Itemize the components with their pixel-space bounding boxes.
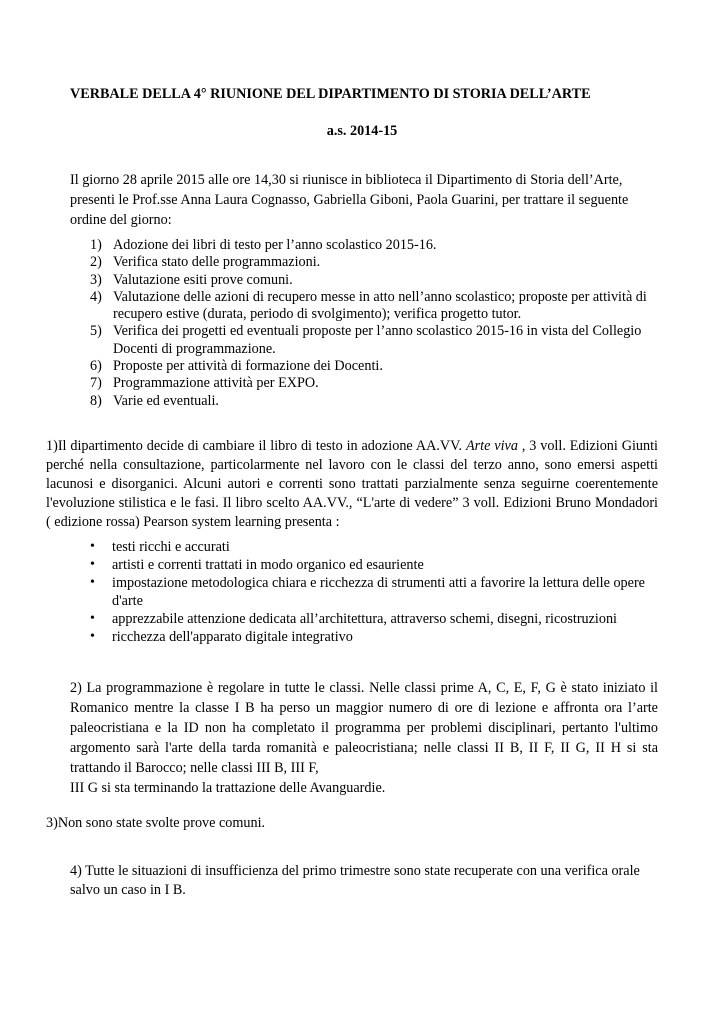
agenda-number: 2): [90, 254, 102, 271]
list-item-text: ricchezza dell'apparato digitale integrativo: [112, 629, 353, 645]
book-title-italic: Arte viva: [465, 438, 518, 454]
agenda-text: Verifica dei progetti ed eventuali proposte per l’anno scolastico 2015-16 in vista del Collegio Docenti di programmazione.: [113, 323, 642, 357]
bullet-icon: •: [90, 611, 95, 626]
section-2-paragraph: [70, 678, 658, 798]
list-item-text: artisti e correnti trattati in modo organico ed esauriente: [112, 557, 424, 573]
agenda-item: [90, 289, 660, 324]
intro-paragraph: Il giorno 28 aprile 2015 alle ore 14,30 si riunisce in biblioteca il Dipartimento di Storia dell’Arte, presenti le Prof.sse Anna Laura Cognasso, Gabriella Giboni, Paola Guarini, per trattare il seguente ordine del giorno:: [70, 172, 629, 228]
section-4-paragraph: 4) Tutte le situazioni di insufficienza del primo trimestre sono state recuperate con una verifica orale salvo un caso in I B.: [70, 863, 640, 898]
agenda-number: 4): [90, 288, 102, 305]
agenda-text: Varie ed eventuali.: [113, 392, 219, 409]
agenda-number: 7): [90, 375, 102, 392]
list-item: [90, 538, 660, 556]
agenda-text: Proposte per attività di formazione dei Docenti.: [113, 358, 383, 375]
agenda-number: 1): [90, 237, 102, 253]
list-item: [90, 610, 660, 628]
list-item: [90, 574, 660, 610]
school-year: a.s. 2014-15: [326, 123, 398, 139]
agenda-item: [90, 272, 660, 289]
bullet-icon: •: [90, 629, 95, 644]
agenda-number: 8): [90, 392, 102, 409]
agenda-text: Adozione dei libri di testo per l’anno scolastico 2015-16.: [113, 237, 437, 253]
agenda-text: Valutazione delle azioni di recupero messe in atto nell’anno scolastico; proposte per attività di recupero estive (durata, periodo di svolgimento); verifica progetto tutor.: [113, 288, 647, 323]
agenda-text: Verifica stato delle programmazioni.: [113, 254, 321, 271]
agenda-number: 5): [90, 323, 102, 340]
agenda-item: [90, 358, 660, 375]
agenda-item: [90, 237, 660, 254]
section-1-lead: 1)Il dipartimento decide di cambiare il libro di testo in adozione AA.VV.: [46, 438, 466, 454]
section-2-last-line: III G si sta terminando la trattazione delle Avanguardie.: [70, 780, 386, 796]
bullet-icon: •: [90, 575, 95, 590]
section-1-paragraph: [46, 437, 658, 532]
list-item-text: apprezzabile attenzione dedicata all’architettura, attraverso schemi, disegni, ricostruzioni: [112, 611, 618, 627]
bullet-icon: •: [90, 539, 95, 554]
features-list: [90, 538, 660, 646]
list-item-text: impostazione metodologica chiara e ricchezza di strumenti atti a favorire la lettura delle opere d'arte: [112, 575, 645, 609]
agenda-text: Programmazione attività per EXPO.: [113, 375, 319, 392]
agenda-number: 6): [90, 358, 102, 375]
list-item: [90, 628, 660, 646]
agenda-text: Valutazione esiti prove comuni.: [113, 271, 293, 288]
agenda-item: [90, 375, 660, 392]
section-3-paragraph: 3)Non sono state svolte prove comuni.: [46, 815, 266, 831]
list-item-text: testi ricchi e accurati: [112, 539, 230, 555]
agenda-number: 3): [90, 271, 102, 288]
agenda-item: [90, 323, 660, 358]
agenda-item: [90, 393, 660, 410]
bullet-icon: •: [90, 557, 95, 572]
list-item: [90, 556, 660, 574]
document-title: VERBALE DELLA 4° RIUNIONE DEL DIPARTIMENTO DI STORIA DELL’ARTE: [70, 86, 591, 102]
agenda-item: [90, 254, 660, 271]
agenda-list: [90, 237, 660, 410]
section-1-text: , 3 voll. Edizioni Giunti perché nella consultazione, particolarmente nel lavoro con le classi del terzo anno, sono emersi aspetti lacunosi e disorganici. Alcuni autori e correnti sono trattati parzialmente senza seguirne coerentemente l'evoluzione stilistica e le fasi. Il libro scelto AA.VV., “L'arte di vedere” 3 voll. Edizioni Bruno Mondadori ( edizione rossa) Pearson system learning presenta :: [46, 438, 658, 530]
section-2-text: 2) La programmazione è regolare in tutte le classi. Nelle classi prime A, C, E, F, G è stato iniziato il Romanico mentre la classe I B ha perso un maggior numero di ore di lezione e affronta ora l’arte paleocristiana e la ID non ha completato il programma per problemi disciplinari, pertanto l'ultimo argomento sarà l'arte della tarda romanità e paleocristiana; nelle classi II B, II F, II G, II H si sta trattando il Barocco; nelle classi III B, III F,: [70, 680, 658, 776]
